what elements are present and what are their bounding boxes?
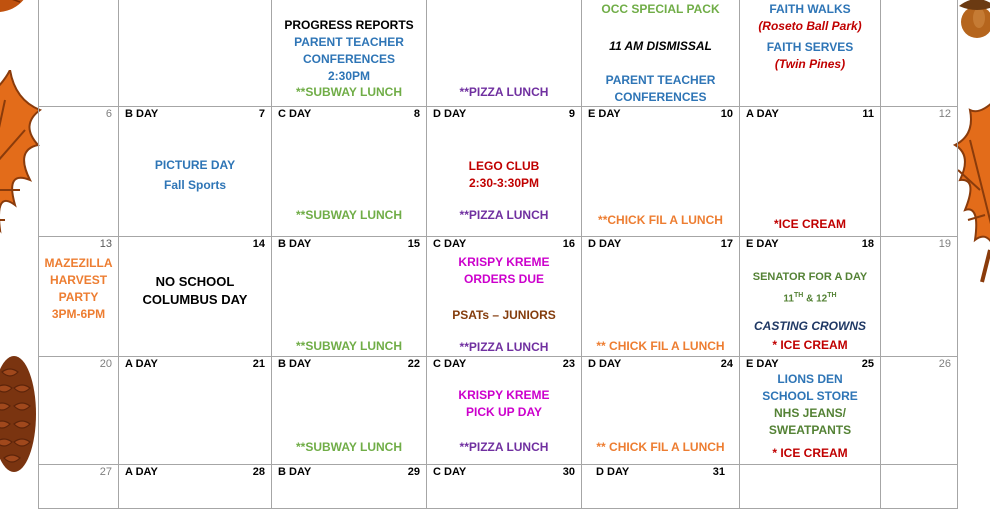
rotation-day-label: C DAY: [433, 466, 467, 478]
day-cell: [740, 357, 881, 465]
day-cell: [39, 237, 119, 357]
day-number: 31: [712, 466, 725, 478]
day-cell: [740, 0, 881, 107]
event-grades: 11TH & 12TH: [783, 292, 837, 305]
rotation-day-label: B DAY: [278, 466, 312, 478]
event-occ-special-pack: OCC SPECIAL PACK: [601, 2, 720, 16]
event-columbus-day: COLUMBUS DAY: [142, 292, 248, 307]
calendar-week-row: [39, 465, 958, 509]
event-conferences: CONFERENCES: [614, 90, 707, 104]
event-faith-serves: FAITH SERVES: [766, 40, 854, 54]
rotation-day-label: A DAY: [746, 108, 779, 120]
day-cell: [39, 465, 119, 509]
rotation-day-label: E DAY: [746, 358, 779, 370]
event-picture-day: PICTURE DAY: [154, 158, 236, 172]
rotation-day-label: B DAY: [278, 358, 312, 370]
day-cell: [881, 357, 958, 465]
event-pizza-lunch: **PIZZA LUNCH: [459, 85, 549, 99]
day-cell: [427, 0, 582, 107]
day-cell: [39, 357, 119, 465]
day-number: 9: [568, 108, 575, 120]
day-number: 6: [105, 108, 112, 120]
day-cell: [427, 107, 582, 237]
event-orders-due: ORDERS DUE: [463, 272, 544, 286]
day-cell: [119, 357, 272, 465]
day-cell: [740, 465, 881, 509]
event-lego-club: LEGO CLUB: [468, 159, 540, 173]
day-number: 28: [252, 466, 265, 478]
day-cell: [582, 357, 740, 465]
day-number: 30: [562, 466, 575, 478]
rotation-day-label: A DAY: [125, 466, 158, 478]
event-school-store: SCHOOL STORE: [762, 389, 858, 403]
rotation-day-label: D DAY: [588, 238, 622, 250]
day-number: 22: [407, 358, 420, 370]
day-cell: [119, 0, 272, 107]
day-cell: [119, 465, 272, 509]
day-number: 15: [407, 238, 420, 250]
event-krispy-kreme: KRISPY KREME: [458, 255, 550, 269]
event-chick-fil-a-lunch: ** CHICK FIL A LUNCH: [596, 440, 725, 454]
day-cell: [119, 107, 272, 237]
day-cell: [740, 107, 881, 237]
event-chick-fil-a-lunch: **CHICK FIL A LUNCH: [598, 213, 723, 227]
event-location: (Roseto Ball Park): [758, 19, 862, 33]
calendar-week-row: [39, 107, 958, 237]
event-ice-cream: * ICE CREAM: [772, 338, 848, 352]
event-time: 2:30PM: [327, 69, 371, 83]
event-time: 3PM-6PM: [51, 307, 106, 321]
autumn-leaf-icon: [0, 0, 40, 20]
rotation-day-label: C DAY: [278, 108, 312, 120]
day-cell: [427, 465, 582, 509]
day-cell: [427, 357, 582, 465]
day-cell: [272, 0, 427, 107]
rotation-day-label: D DAY: [433, 108, 467, 120]
day-cell: [582, 237, 740, 357]
day-cell: [119, 237, 272, 357]
day-number: 16: [562, 238, 575, 250]
event-pizza-lunch: **PIZZA LUNCH: [459, 340, 549, 354]
rotation-day-label: C DAY: [433, 358, 467, 370]
day-cell: [740, 237, 881, 357]
event-harvest: HARVEST: [49, 273, 108, 287]
event-pizza-lunch: **PIZZA LUNCH: [459, 440, 549, 454]
event-krispy-kreme: KRISPY KREME: [458, 388, 550, 402]
rotation-day-label: B DAY: [125, 108, 159, 120]
day-cell: [427, 237, 582, 357]
event-faith-walks: FAITH WALKS: [769, 2, 851, 16]
event-sweatpants: SWEATPANTS: [768, 423, 852, 437]
event-dismissal: 11 AM DISMISSAL: [609, 39, 712, 53]
calendar-grid: [38, 0, 958, 509]
event-ice-cream: *ICE CREAM: [773, 217, 846, 231]
day-number: 24: [720, 358, 733, 370]
event-subway-lunch: **SUBWAY LUNCH: [295, 339, 403, 353]
day-number: 23: [562, 358, 575, 370]
rotation-day-label: B DAY: [278, 238, 312, 250]
rotation-day-label: A DAY: [125, 358, 158, 370]
event-pick-up-day: PICK UP DAY: [465, 405, 543, 419]
day-cell: [272, 465, 427, 509]
day-number: 10: [720, 108, 733, 120]
day-number: 20: [99, 358, 112, 370]
day-number: 17: [720, 238, 733, 250]
day-cell: [272, 357, 427, 465]
day-number: 7: [258, 108, 265, 120]
day-number: 26: [938, 358, 951, 370]
day-cell: [881, 0, 958, 107]
day-cell: [39, 107, 119, 237]
day-cell: [272, 107, 427, 237]
day-cell: [39, 0, 119, 107]
day-number: 27: [99, 466, 112, 478]
event-progress-reports: PROGRESS REPORTS: [284, 18, 414, 32]
event-parent-teacher: PARENT TEACHER: [605, 73, 716, 87]
event-lions-den: LIONS DEN: [777, 372, 843, 386]
day-cell: [582, 107, 740, 237]
rotation-day-label: E DAY: [746, 238, 779, 250]
calendar-week-row: [39, 357, 958, 465]
acorn-icon: [955, 0, 990, 40]
event-subway-lunch: **SUBWAY LUNCH: [295, 208, 403, 222]
event-mazezilla: MAZEZILLA: [44, 256, 113, 270]
rotation-day-label: C DAY: [433, 238, 467, 250]
event-time: 2:30-3:30PM: [468, 176, 540, 190]
event-fall-sports: Fall Sports: [163, 178, 226, 192]
day-number: 12: [938, 108, 951, 120]
event-casting-crowns: CASTING CROWNS: [754, 319, 866, 333]
day-number: 13: [99, 238, 112, 250]
event-conferences: CONFERENCES: [302, 52, 395, 66]
event-parent-teacher: PARENT TEACHER: [294, 35, 404, 49]
event-chick-fil-a-lunch: ** CHICK FIL A LUNCH: [596, 339, 725, 353]
rotation-day-label: E DAY: [588, 108, 621, 120]
event-nhs-jeans: NHS JEANS/: [773, 406, 847, 420]
day-number: 25: [861, 358, 874, 370]
rotation-day-label: D DAY: [588, 358, 622, 370]
day-number: 11: [862, 108, 874, 120]
event-subway-lunch: **SUBWAY LUNCH: [295, 85, 403, 99]
event-party: PARTY: [58, 290, 99, 304]
event-no-school: NO SCHOOL: [155, 274, 235, 289]
day-cell: [881, 107, 958, 237]
day-cell: [582, 465, 740, 509]
event-senator-for-a-day: SENATOR FOR A DAY: [752, 271, 868, 283]
calendar-week-row: [39, 0, 958, 107]
day-cell: [881, 237, 958, 357]
calendar-week-row: [39, 237, 958, 357]
event-subway-lunch: **SUBWAY LUNCH: [295, 440, 403, 454]
day-number: 29: [407, 466, 420, 478]
pinecone-icon: [0, 352, 40, 474]
event-ice-cream: * ICE CREAM: [772, 446, 848, 460]
event-psats: PSATs – JUNIORS: [452, 308, 556, 322]
day-number: 14: [252, 238, 265, 250]
day-number: 8: [413, 108, 420, 120]
day-cell: [881, 465, 958, 509]
event-pizza-lunch: **PIZZA LUNCH: [459, 208, 549, 222]
day-number: 18: [861, 238, 874, 250]
event-location: (Twin Pines): [774, 57, 846, 71]
day-number: 19: [938, 238, 951, 250]
day-cell: [272, 237, 427, 357]
day-number: 21: [252, 358, 265, 370]
rotation-day-label: D DAY: [596, 466, 630, 478]
day-cell: [582, 0, 740, 107]
